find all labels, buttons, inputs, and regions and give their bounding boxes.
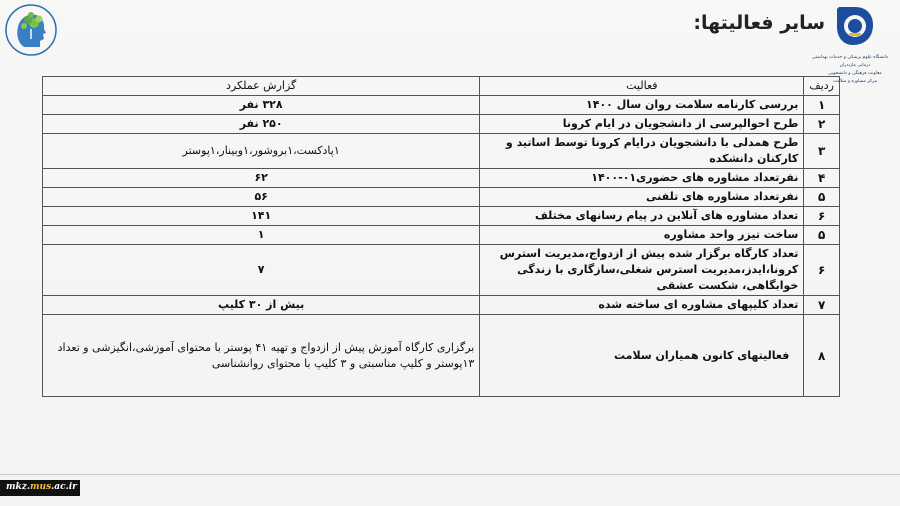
row-activity: طرح همدلی با دانشجویان درایام کرونا توسط اساتید و کارکنان دانشکده: [480, 134, 804, 169]
table-row: [43, 169, 840, 188]
row-activity: نفرتعداد مشاوره های تلفنی: [480, 188, 804, 207]
row-activity: فعالیتهای کانون همیاران سلامت: [480, 315, 804, 397]
row-report: ۱۴۱: [43, 207, 480, 226]
row-idx: ۳: [804, 134, 840, 169]
row-activity: تعداد کارگاه برگزار شده پیش از ازدواج،مدیریت استرس کرونا،ایدز،مدیریت استرس شغلی،سازگاری با زندگی خوابگاهی، شکست عشقی: [480, 245, 804, 296]
header-report: گزارش عملکرد: [43, 77, 480, 96]
mental-health-logo: [4, 3, 58, 57]
row-idx: ۵: [804, 188, 840, 207]
row-report: بیش از ۳۰ کلیپ: [43, 296, 480, 315]
site-accent: mus: [30, 482, 52, 492]
university-emblem-icon: [833, 3, 877, 49]
row-idx: ۶: [804, 207, 840, 226]
table-row: [43, 245, 840, 296]
row-report: ۲۵۰ نفر: [43, 115, 480, 134]
row-activity: تعداد مشاوره های آنلاین در پیام رسانهای مختلف: [480, 207, 804, 226]
site-link[interactable]: [0, 480, 80, 496]
logo-caption-line-3: معاونت فرهنگی و دانشجویی: [828, 71, 882, 76]
table-row: [43, 188, 840, 207]
table-row: [43, 115, 840, 134]
row-activity: بررسی کارنامه سلامت روان سال ۱۴۰۰: [480, 96, 804, 115]
table-row: [43, 134, 840, 169]
row-report: ۵۶: [43, 188, 480, 207]
row-idx: ۷: [804, 296, 840, 315]
head-tree-icon: [4, 3, 58, 57]
site-prefix: mkz.: [6, 482, 31, 492]
logo-caption-line-4: مرکز مشاوره و سلامت: [833, 79, 877, 84]
table-row: [43, 296, 840, 315]
header-idx: ردیف: [804, 77, 840, 96]
row-report: ۱پادکست،۱بروشور،۱وبینار،۱پوستر: [43, 134, 480, 169]
row-report: برگزاری کارگاه آموزش پیش از ازدواج و تهیه ۴۱ پوستر با محتوای آموزشی،انگیزشی و تعداد ۱۳پوستر و کلیپ مناسبتی و ۳ کلیپ با محتوای روانشناسی: [43, 315, 480, 397]
row-idx: ۱: [804, 96, 840, 115]
table-header-row: [43, 77, 840, 96]
activities-table: [42, 76, 840, 397]
row-idx: ۲: [804, 115, 840, 134]
row-activity: ساخت تیزر واحد مشاوره: [480, 226, 804, 245]
row-idx: ۶: [804, 245, 840, 296]
site-suffix: .ac.ir: [51, 482, 77, 492]
row-report: ۳۲۸ نفر: [43, 96, 480, 115]
table-row: [43, 226, 840, 245]
row-report: ۱: [43, 226, 480, 245]
logo-caption-line-2: درمانی مازندران: [839, 63, 871, 68]
header-activity: فعالیت: [480, 77, 804, 96]
table-row: [43, 315, 840, 397]
row-report: ۶۲: [43, 169, 480, 188]
row-idx: ۴: [804, 169, 840, 188]
footer-divider: [0, 474, 900, 475]
table-row: [43, 207, 840, 226]
page-title: سایر فعالیتها:: [693, 12, 825, 34]
table-row: [43, 96, 840, 115]
row-activity: تعداد کلیپهای مشاوره ای ساخته شده: [480, 296, 804, 315]
row-report: ۷: [43, 245, 480, 296]
row-idx: ۵: [804, 226, 840, 245]
logo-caption-line-1: دانشگاه علوم پزشکی و خدمات بهداشتی: [811, 55, 888, 60]
row-activity: طرح احوالپرسی از دانشجویان در ایام کرونا: [480, 115, 804, 134]
row-idx: ۸: [804, 315, 840, 397]
row-activity: نفرتعداد مشاوره های حضوری۰۱-۱۴۰۰: [480, 169, 804, 188]
university-logo: [811, 3, 888, 84]
